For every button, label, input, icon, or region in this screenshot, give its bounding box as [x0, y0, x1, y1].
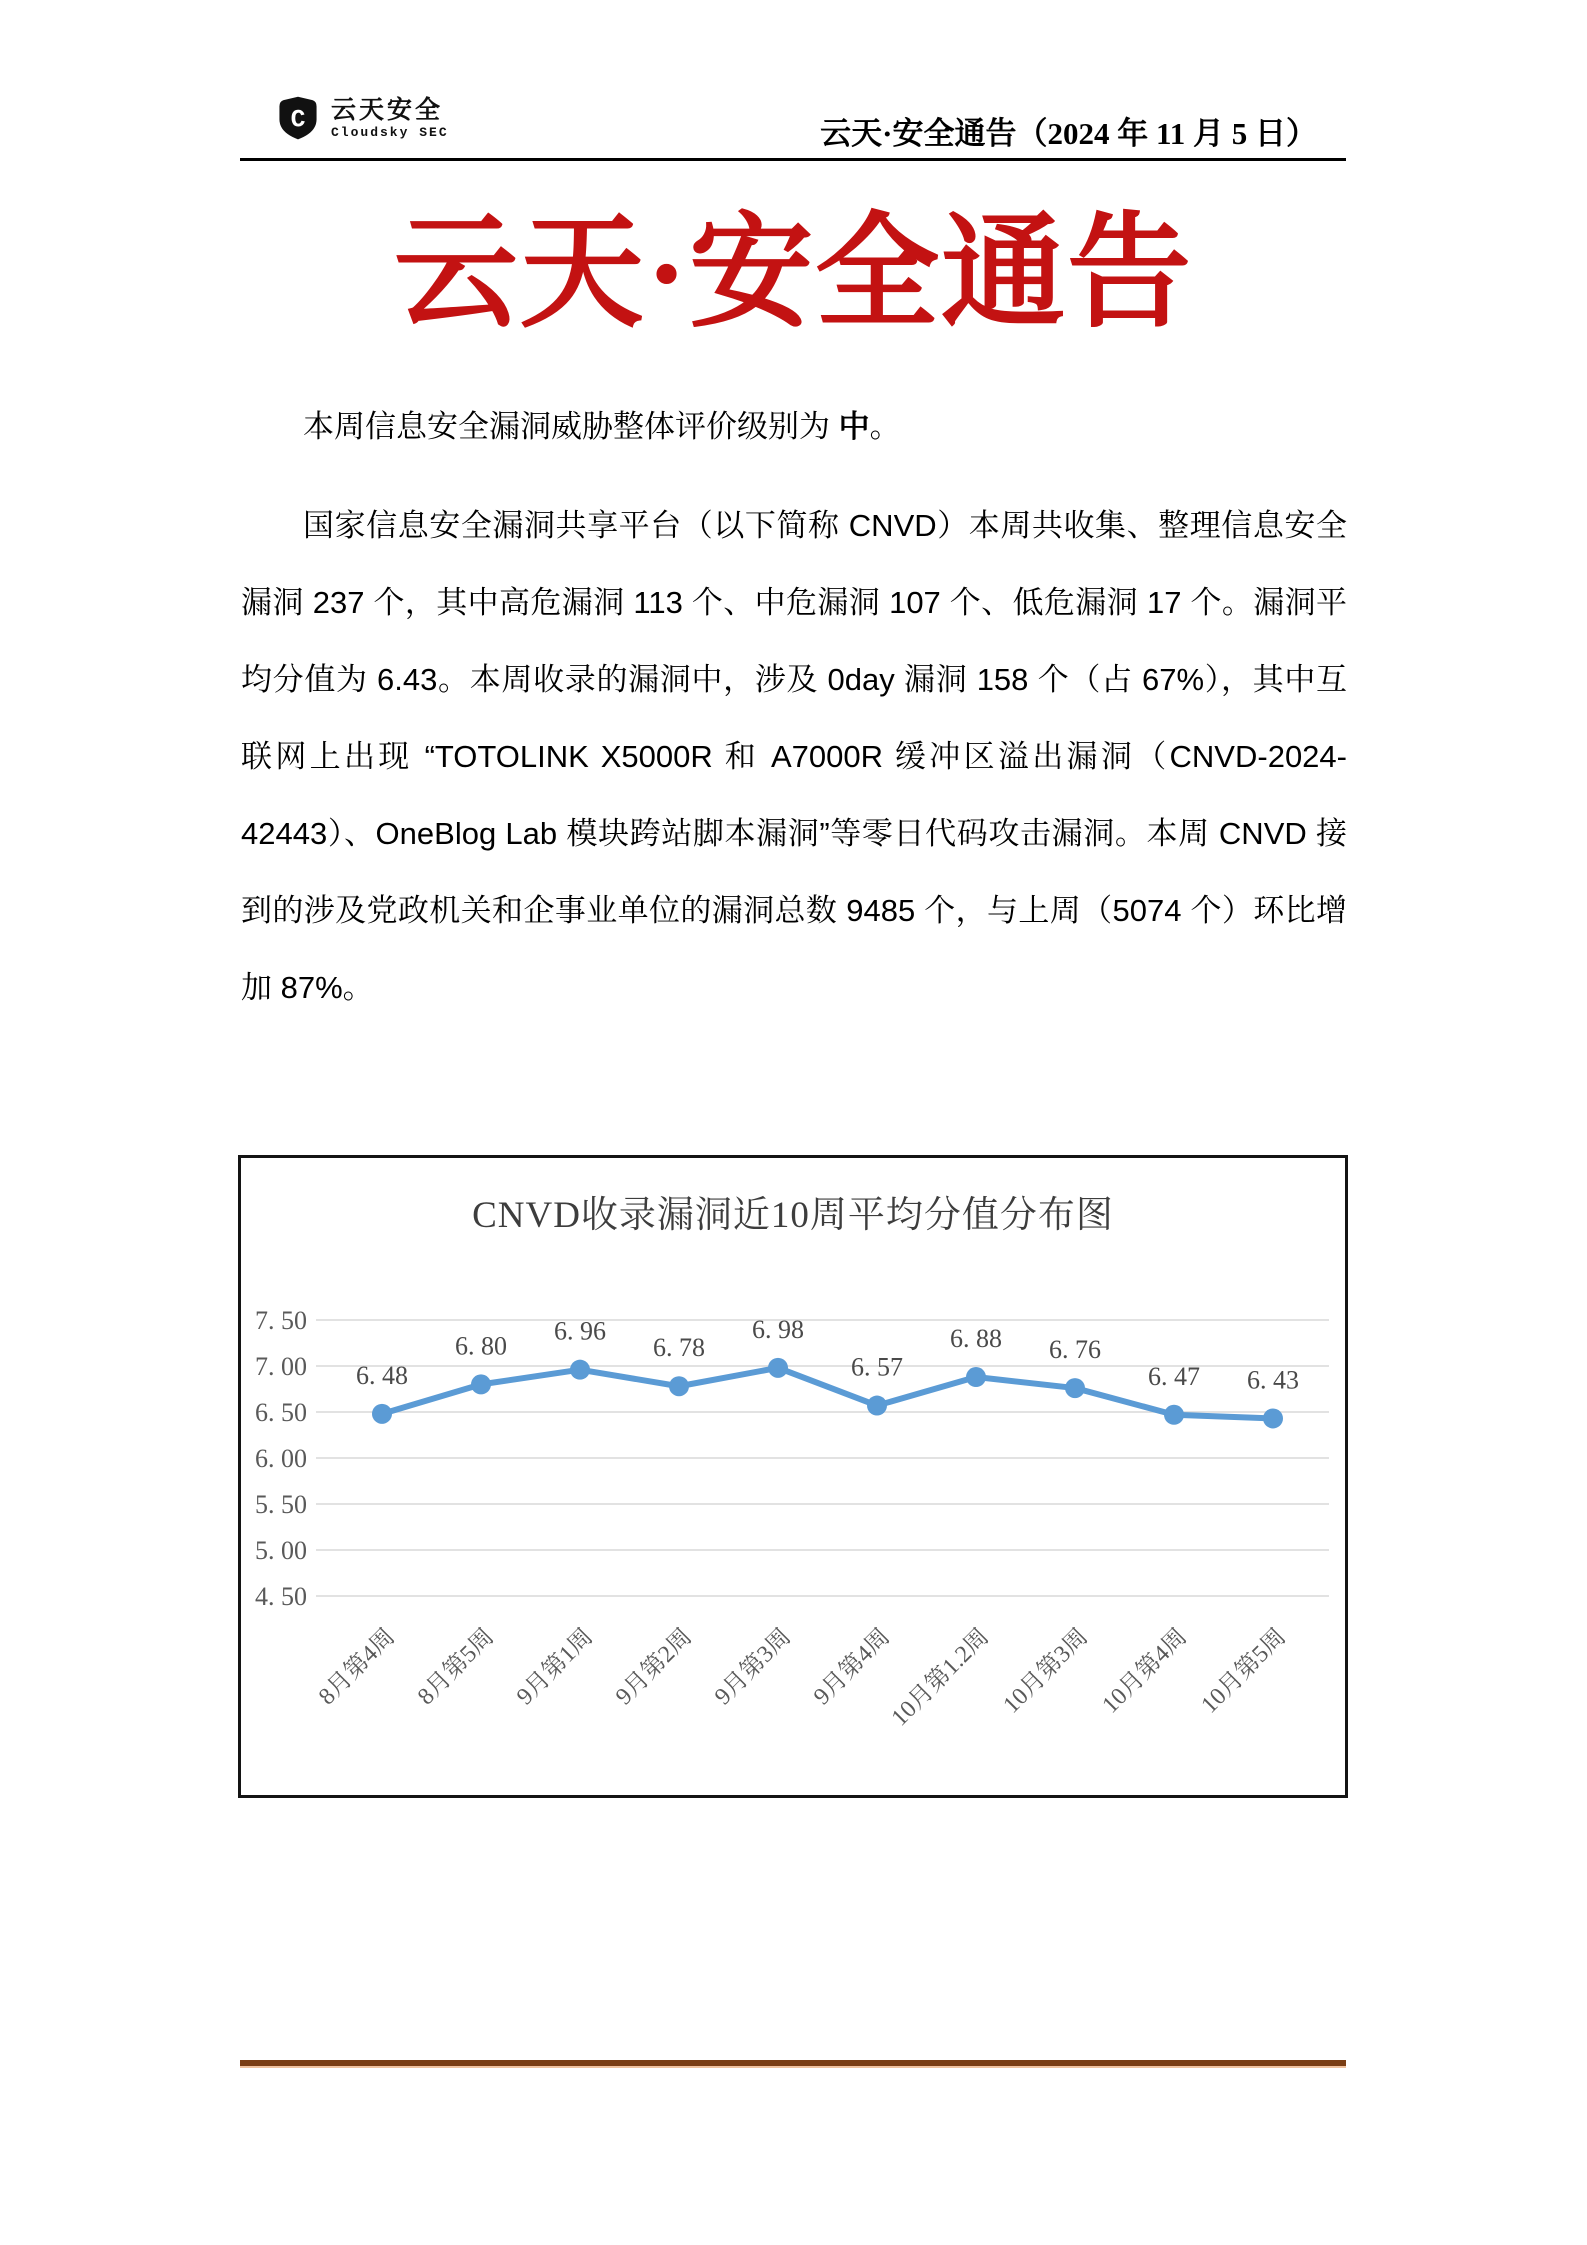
svg-text:6. 57: 6. 57 — [851, 1352, 903, 1382]
svg-text:10月第1.2周: 10月第1.2周 — [886, 1623, 995, 1732]
p1-text: 本周信息安全漏洞威胁整体评价级别为 — [303, 409, 839, 444]
chart-title: CNVD收录漏洞近10周平均分值分布图 — [472, 1195, 1114, 1236]
line-chart-svg — [241, 1158, 1345, 1795]
svg-text:6. 88: 6. 88 — [950, 1324, 1002, 1354]
svg-text:10月第3周: 10月第3周 — [998, 1623, 1094, 1719]
summary-paragraph-1 — [241, 388, 1347, 465]
brand-text — [331, 97, 449, 140]
header-doc-title: 云天·安全通告（2024 年 11 月 5 日） — [820, 116, 1317, 151]
svg-text:9月第3周: 9月第3周 — [709, 1623, 797, 1711]
x-axis-tick-labels — [313, 1623, 1291, 1731]
svg-text:10月第4周: 10月第4周 — [1097, 1623, 1193, 1719]
svg-text:7. 50: 7. 50 — [255, 1306, 307, 1335]
svg-text:6. 96: 6. 96 — [554, 1316, 606, 1346]
svg-text:9月第4周: 9月第4周 — [808, 1623, 896, 1711]
brand-name-en: Cloudsky SEC — [331, 124, 449, 140]
series-line — [382, 1368, 1273, 1419]
svg-text:8月第4周: 8月第4周 — [313, 1623, 401, 1711]
chart-panel — [238, 1155, 1348, 1798]
series-markers — [372, 1358, 1283, 1429]
svg-text:6. 43: 6. 43 — [1247, 1365, 1299, 1395]
shield-c-icon — [275, 96, 321, 140]
brand-logo — [275, 96, 449, 140]
svg-text:6. 98: 6. 98 — [752, 1314, 804, 1344]
summary-paragraph-2: 国家信息安全漏洞共享平台（以下简称 CNVD）本周共收集、整理信息安全漏洞 237 个，其中高危漏洞 113 个、中危漏洞 107 个、低危漏洞 17 个。漏洞平均分值为 6.43。本周收录的漏洞中，涉及 0day 漏洞 158 个（占 67%），其中互联网上出现 “TOTOLINK X5000R 和 A7000R 缓冲区溢出漏洞（CNVD-2024-42443）、OneBlog Lab 模块跨站脚本漏洞”等零日代码攻击漏洞。本周 CNVD 接到的涉及党政机关和企事业单位的漏洞总数 9485 个，与上周（5074 个）环比增加 87%。 — [241, 508, 1347, 1005]
p1-rating-bold: 中 — [838, 409, 870, 444]
svg-text:6. 48: 6. 48 — [356, 1360, 408, 1390]
main-title: 云天·安全通告 — [393, 205, 1194, 342]
svg-text:4. 50: 4. 50 — [255, 1582, 307, 1611]
svg-text:6. 00: 6. 00 — [255, 1444, 307, 1473]
p1-period: 。 — [869, 409, 901, 444]
svg-text:6. 50: 6. 50 — [255, 1398, 307, 1427]
svg-text:6. 76: 6. 76 — [1049, 1335, 1101, 1365]
svg-text:9月第2周: 9月第2周 — [610, 1623, 698, 1711]
svg-text:10月第5周: 10月第5周 — [1196, 1623, 1292, 1719]
footer-divider — [240, 2060, 1346, 2066]
footer-divider-glow — [240, 2066, 1346, 2068]
summary-text — [241, 388, 1347, 1026]
svg-text:5. 50: 5. 50 — [255, 1490, 307, 1519]
y-axis-tick-labels — [255, 1306, 307, 1611]
svg-text:C: C — [290, 106, 306, 135]
svg-text:5. 00: 5. 00 — [255, 1536, 307, 1565]
header-divider — [240, 158, 1346, 161]
svg-text:8月第5周: 8月第5周 — [412, 1623, 500, 1711]
svg-text:7. 00: 7. 00 — [255, 1352, 307, 1381]
brand-name-cn: 云天安全 — [331, 95, 444, 124]
svg-text:6. 80: 6. 80 — [455, 1331, 507, 1361]
svg-text:6. 47: 6. 47 — [1148, 1361, 1200, 1391]
svg-text:9月第1周: 9月第1周 — [511, 1623, 599, 1711]
svg-text:6. 78: 6. 78 — [653, 1333, 705, 1363]
